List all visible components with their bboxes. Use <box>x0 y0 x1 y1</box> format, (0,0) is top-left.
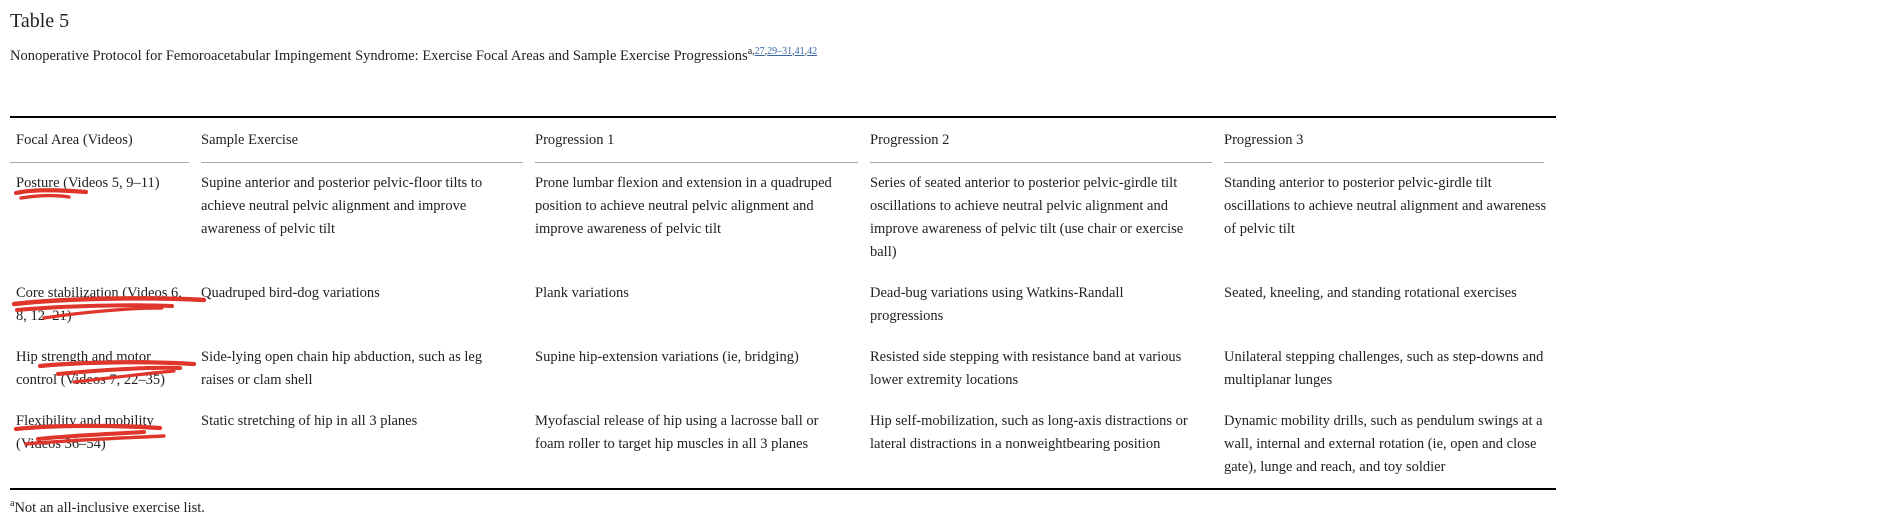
progression-3-cell: Dynamic mobility drills, such as pendulum swings at a wall, internal and external rotation (ie, open and close gate), lunge and reach, and toy soldier <box>1224 413 1543 475</box>
focal-area-text: Posture (Videos 5, 9–11) <box>16 175 160 191</box>
progression-1-cell: Myofascial release of hip using a lacrosse ball or foam roller to target hip muscles in all 3 planes <box>535 413 819 452</box>
focal-area-cell <box>10 163 201 273</box>
table-row-posture <box>10 163 1556 273</box>
table-title: Table 5 <box>10 10 70 32</box>
caption-footnote-marker: a <box>747 46 753 58</box>
sample-exercise-cell: Supine anterior and posterior pelvic-floor tilts to achieve neutral pelvic alignment and improve awareness of pelvic tilt <box>201 175 483 237</box>
column-header-progression-3: Progression 3 <box>1224 118 1544 163</box>
reference-link[interactable]: 41 <box>794 46 805 58</box>
progression-2-cell: Hip self-mobilization, such as long-axis distractions or lateral distractions in a nonweightbearing position <box>870 413 1188 452</box>
progression-3-cell: Standing anterior to posterior pelvic-girdle tilt oscillations to achieve neutral alignment and awareness of pelvic tilt <box>1224 175 1547 237</box>
focal-area-text: Flexibility and mobility (Videos 36–54) <box>16 413 154 452</box>
footnote-text: Not an all-inclusive exercise list. <box>14 500 205 516</box>
focal-area-cell <box>10 401 201 488</box>
reference-link[interactable]: 42 <box>807 46 818 58</box>
progression-1-cell: Prone lumbar flexion and extension in a quadruped position to achieve neutral pelvic alignment and improve awareness of pelvic tilt <box>535 175 832 237</box>
progression-1-cell: Supine hip-extension variations (ie, bridging) <box>535 349 799 365</box>
table-row-hip-strength <box>10 337 1556 401</box>
progression-2-cell: Resisted side stepping with resistance band at various lower extremity locations <box>870 349 1182 388</box>
focal-area-cell <box>10 337 201 401</box>
table-header <box>10 118 1556 163</box>
caption-text: Nonoperative Protocol for Femoroacetabular Impingement Syndrome: Exercise Focal Areas and Sample Exercise Progressions <box>10 48 748 64</box>
table-row-core-stabilization <box>10 273 1556 337</box>
reference-link[interactable]: 27 <box>754 46 765 58</box>
progression-2-cell: Series of seated anterior to posterior pelvic-girdle tilt oscillations to achieve neutral pelvic alignment and improve awareness of pelvic tilt (use chair or exercise ball) <box>870 175 1184 260</box>
header-row <box>10 118 1556 163</box>
reference-links: ,27,29–31,41,42 <box>752 46 818 58</box>
sample-exercise-cell: Static stretching of hip in all 3 planes <box>201 413 418 429</box>
progression-3-cell: Unilateral stepping challenges, such as step-downs and multiplanar lunges <box>1224 349 1544 388</box>
column-header-sample-exercise: Sample Exercise <box>201 118 523 163</box>
reference-link[interactable]: 29–31 <box>767 46 793 58</box>
footnote-marker: a <box>10 498 15 510</box>
focal-area-cell <box>10 273 201 337</box>
table-body <box>10 163 1556 488</box>
focal-area-text: Hip strength and motor control (Videos 7, 22–35) <box>16 349 165 388</box>
progression-1-cell: Plank variations <box>535 285 629 301</box>
column-header-progression-1: Progression 1 <box>535 118 858 163</box>
progression-3-cell: Seated, kneeling, and standing rotational exercises <box>1224 285 1517 301</box>
table-caption <box>10 47 1882 66</box>
progression-2-cell: Dead-bug variations using Watkins-Randall progressions <box>870 285 1124 324</box>
exercise-protocol-table <box>10 116 1556 490</box>
table-footnote <box>10 499 1882 518</box>
sample-exercise-cell: Quadruped bird-dog variations <box>201 285 380 301</box>
table-row-flexibility <box>10 401 1556 488</box>
focal-area-text: Core stabilization (Videos 6, 8, 12–21) <box>16 285 182 324</box>
sample-exercise-cell: Side-lying open chain hip abduction, such as leg raises or clam shell <box>201 349 483 388</box>
column-header-progression-2: Progression 2 <box>870 118 1212 163</box>
column-header-focal-area: Focal Area (Videos) <box>10 118 189 163</box>
